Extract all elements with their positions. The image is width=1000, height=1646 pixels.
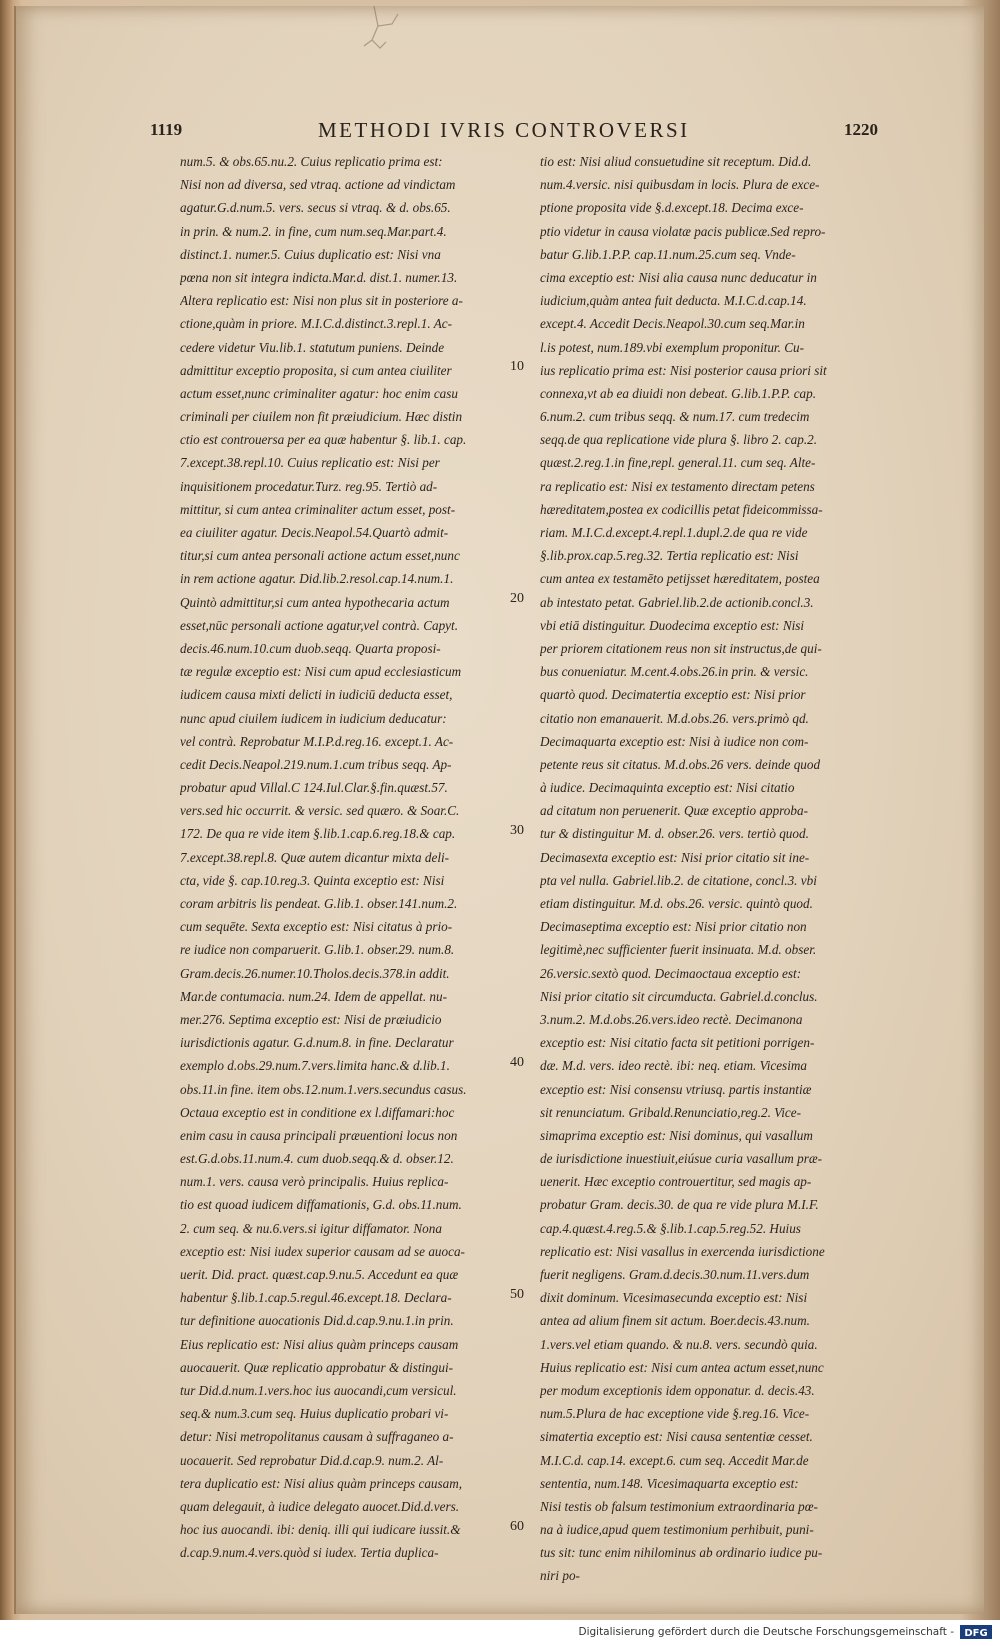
digitization-footer [0, 1620, 1000, 1646]
left-column-line: criminali per ciuilem non fit præiudicium. Hæc distin [180, 409, 463, 425]
right-column-line: quartò quod. Decimatertia exceptio est: Nisi prior [540, 687, 806, 703]
page-header [150, 120, 878, 144]
dfg-logo-icon [960, 1625, 992, 1639]
right-column-line: 26.versic.sextò quod. Decimaoctaua exceptio est: [540, 965, 802, 981]
left-column-line: tera duplicatio est: Nisi alius quàm princeps causam, [180, 1475, 463, 1491]
right-page-number: 1220 [844, 120, 878, 139]
left-column-line: tur Did.d.num.1.vers.hoc ius auocandi,cum versicul. [180, 1382, 457, 1398]
right-column-line: à iudice. Decimaquinta exceptio est: Nisi citatio [540, 780, 795, 796]
right-column-line: vbi etiā distinguitur. Duodecima exceptio est: Nisi [540, 617, 805, 633]
running-title: METHODI IVRIS CONTROVERSI [318, 118, 690, 142]
left-column-line: vel contrà. Reprobatur M.I.P.d.reg.16. except.1. Ac- [180, 733, 454, 749]
right-column-line: Decimasexta exceptio est: Nisi prior citatio sit ine- [540, 849, 810, 865]
right-column-line: cum antea ex testamēto petijsset hæreditatem, postea [540, 571, 820, 587]
right-column-line: M.I.C.d. cap.14. except.6. cum seq. Accedit Mar.de [540, 1452, 809, 1468]
left-column-line: est.G.d.obs.11.num.4. cum duob.seqq.& d. obser.12. [180, 1151, 454, 1167]
right-column-line: uenerit. Hæc exceptio controuertitur, sed magis ap- [540, 1174, 812, 1190]
right-column-line: num.5.Plura de hac exceptione vide §.reg.16. Vice- [540, 1406, 810, 1422]
right-column-line: fuerit negligens. Gram.d.decis.30.num.11.vers.dum [540, 1267, 810, 1282]
left-column-line: d.cap.9.num.4.vers.quòd si iudex. Tertia duplica- [180, 1545, 439, 1561]
right-column-line: citatio non emanauerit. M.d.obs.26. vers.primò qd. [540, 710, 809, 726]
right-column-line: quæst.2.reg.1.in fine,repl. general.11. cum seq. Alte- [540, 455, 816, 471]
right-column-line: sententia, num.148. Vicesimaquarta exceptio est: [540, 1475, 799, 1491]
left-column-line: coram arbitris lis pendeat. G.lib.1. obser.141.num.2. [180, 896, 458, 911]
right-column-line: riam. M.I.C.d.except.4.repl.1.dupl.2.de qua re vide [540, 525, 808, 540]
right-column-line: Nisi testis ob falsum testimonium extraordinaria pœ- [540, 1498, 818, 1514]
right-column-line: antea ad alium finem sit actum. Boer.decis.43.num. [540, 1313, 810, 1329]
right-column-line: §.lib.prox.cap.5.reg.32. Tertia replicatio est: Nisi [540, 548, 799, 564]
right-column-line: sit renunciatum. Gribald.Renunciatio,reg.2. Vice- [540, 1104, 802, 1120]
left-column-line: re iudice non comparuerit. G.lib.1. obser.29. num.8. [180, 942, 455, 958]
left-column-line: pœna non sit integra indicta.Mar.d. dist.1. numer.13. [180, 269, 458, 285]
left-column-line: probatur apud Villal.C 124.Iul.Clar.§.fin.quæst.57. [180, 780, 448, 796]
left-column-line: quam delegauit, à iudice delegato auocet.Did.d.vers. [180, 1498, 460, 1514]
left-column-line: 7.except.38.repl.8. Quæ autem dicantur mixta deli- [180, 849, 450, 865]
right-column-line: hæreditatem,postea ex codicillis petat fideicommissa- [540, 501, 823, 517]
right-column-line: probatur Gram. decis.30. de qua re vide plura M.I.F. [540, 1197, 819, 1213]
right-column-line: except.4. Accedit Decis.Neapol.30.cum seq.Mar.in [540, 316, 805, 332]
left-column-line: in prin. & num.2. in fine, cum num.seq.Mar.part.4. [180, 223, 447, 239]
right-column-line: per priorem citationem reus non sit instructus,de qui- [540, 640, 822, 656]
right-column-line: Decimaseptima exceptio est: Nisi prior citatio non [540, 919, 807, 935]
left-column-line: ctio est controuersa per ea quæ habentur §. lib.1. cap. [180, 432, 467, 448]
right-column-line: ad citatum non peruenerit. Quæ exceptio approba- [540, 803, 808, 819]
left-column-line: num.5. & obs.65.nu.2. Cuius replicatio prima est: [180, 154, 443, 169]
right-column-line: ab intestato petat. Gabriel.lib.2.de actionib.concl.3. [540, 594, 814, 610]
right-column-line: cima exceptio est: Nisi alia causa nunc deducatur in [540, 269, 817, 285]
right-column-line: petente reus sit citatus. M.d.obs.26 vers. deinde quod [540, 756, 821, 772]
right-column-line: ptione proposita vide §.d.except.18. Decima exce- [540, 200, 804, 216]
left-column-line: hoc ius auocandi. ibi: deniq. illi qui iudicare iussit.& [180, 1522, 461, 1538]
left-column-line: 2. cum seq. & nu.6.vers.si igitur diffamator. Nona [180, 1220, 442, 1236]
left-column-line: Gram.decis.26.numer.10.Tholos.decis.378.in addit. [180, 965, 450, 981]
left-column-line: ctione,quàm in priore. M.I.C.d.distinct.3.repl.1. Ac- [180, 316, 453, 332]
paper-crease-mark [334, 6, 454, 86]
line-number: 10 [510, 358, 524, 374]
left-column-line: vers.sed hic occurrit. & versic. sed quæro. & Soar.C. [180, 803, 460, 819]
right-column-line: cap.4.quæst.4.reg.5.& §.lib.1.cap.5.reg.52. Huius [540, 1220, 801, 1236]
right-column-line: pta vel nulla. Gabriel.lib.2. de citatione, concl.3. vbi [540, 872, 817, 888]
right-column-line: Decimaquarta exceptio est: Nisi à iudice non com- [540, 733, 809, 749]
right-column-line: 3.num.2. M.d.obs.26.vers.ideo rectè. Decimanona [540, 1011, 803, 1027]
right-column-line: 6.num.2. cum tribus seqq. & num.17. cum tredecim [540, 409, 810, 425]
left-column-line: uerit. Did. pract. quæst.cap.9.nu.5. Accedunt ea quæ [180, 1267, 459, 1282]
right-column-line: iudicium,quàm antea fuit deducta. M.I.C.d.cap.14. [540, 293, 807, 309]
right-column-line: num.4.versic. nisi quibusdam in locis. Plura de exce- [540, 177, 820, 193]
footer-credit: Digitalisierung gefördert durch die Deutsche Forschungsgemeinschaft - [578, 1626, 954, 1638]
left-column-line: mer.276. Septima exceptio est: Nisi de præiudicio [180, 1011, 442, 1027]
left-column-line: enim casu in causa principali præuentioni locus non [180, 1127, 458, 1143]
left-column-line: esset,nūc personali actione agatur,vel contrà. Capyt. [180, 617, 458, 633]
left-column-line: ea ciuiliter agatur. Decis.Neapol.54.Quartò admit- [180, 525, 449, 540]
left-column-line: nunc apud ciuilem iudicem in iudicium deducatur: [180, 710, 447, 726]
right-column-line: Huius replicatio est: Nisi cum antea actum esset,nunc [540, 1359, 824, 1375]
left-column-line: decis.46.num.10.cum duob.seqq. Quarta proposi- [180, 640, 441, 656]
right-text-column [540, 150, 875, 1588]
left-column-line: num.1. vers. causa verò principalis. Huius replica- [180, 1174, 449, 1190]
right-column-line: tio est: Nisi aliud consuetudine sit receptum. Did.d. [540, 154, 812, 169]
right-column-line: de iurisdictione inuestiuit,eiúsue curia vasallum præ- [540, 1151, 823, 1167]
left-column-line: tæ regulæ exceptio est: Nisi cum apud ecclesiasticum [180, 664, 462, 680]
left-column-line: uocauerit. Sed reprobatur Did.d.cap.9. num.2. Al- [180, 1452, 444, 1468]
left-column-line: iudicem causa mixti delicti in iudiciū deducta esset, [180, 687, 453, 703]
right-column-line: exceptio est: Nisi citatio facta sit petitioni porrigen- [540, 1035, 815, 1051]
left-column-line: mittitur, si cum antea criminaliter actum esset, post- [180, 501, 456, 517]
right-column-line: bus conueniatur. M.cent.4.obs.26.in prin. & versic. [540, 664, 809, 680]
line-number: 50 [510, 1286, 524, 1302]
line-number: 30 [510, 822, 524, 838]
left-column-line: Eius replicatio est: Nisi alius quàm princeps causam [180, 1336, 459, 1352]
right-column-line: ra replicatio est: Nisi ex testamento directam petens [540, 478, 815, 494]
right-column-line: etiam distinguitur. M.d. obs.26. versic. quintò quod. [540, 896, 813, 911]
left-column-line: cta, vide §. cap.10.reg.3. Quinta exceptio est: Nisi [180, 872, 445, 888]
left-column-line: Nisi non ad diversa, sed vtraq. actione ad vindictam [180, 177, 456, 193]
right-column-line: na à iudice,apud quem testimonium perhibuit, puni- [540, 1522, 814, 1538]
left-column-line: Octaua exceptio est in conditione ex l.diffamari:hoc [180, 1104, 455, 1120]
left-page-number: 1119 [150, 120, 183, 139]
left-column-line: in rem actione agatur. Did.lib.2.resol.cap.14.num.1. [180, 571, 454, 587]
right-column-line: dixit dominum. Vicesimasecunda exceptio est: Nisi [540, 1290, 808, 1306]
left-column-line: 172. De qua re vide item §.lib.1.cap.6.reg.18.& cap. [180, 826, 456, 842]
left-column-line: Mar.de contumacia. num.24. Idem de appellat. nu- [180, 988, 447, 1004]
left-column-line: tio est quoad iudicem diffamationis, G.d. obs.11.num. [180, 1197, 462, 1213]
left-column-line: seq.& num.3.cum seq. Huius duplicatio probari vi- [180, 1406, 449, 1422]
right-column-line: simaprima exceptio est: Nisi dominus, qui vasallum [540, 1127, 813, 1143]
left-column-line: tur definitione auocationis Did.d.cap.9.nu.1.in prin. [180, 1313, 454, 1329]
left-column-line: cum sequēte. Sexta exceptio est: Nisi citatus à prio- [180, 919, 453, 935]
left-column-line: obs.11.in fine. item obs.12.num.1.vers.secundus casus. [180, 1081, 467, 1097]
right-column-line: dæ. M.d. vers. ideo rectè. ibi: neq. etiam. Vicesima [540, 1058, 807, 1074]
right-column-line: batur G.lib.1.P.P. cap.11.num.25.cum seq. Vnde- [540, 246, 796, 262]
right-column-line: niri po- [540, 1568, 580, 1584]
left-text-column [180, 150, 515, 1564]
left-column-line: titur,si cum antea personali actione actum esset,nunc [180, 548, 460, 564]
left-column-line: detur: Nisi metropolitanus causam à suffraganeo a- [180, 1429, 454, 1445]
left-column-line: actum esset,nunc criminaliter agatur: hoc enim casu [180, 385, 458, 401]
right-column-line: legitimè,nec sufficienter fuerit insinuata. M.d. obser. [540, 942, 817, 958]
left-column-line: exemplo d.obs.29.num.7.vers.limita hanc.& d.lib.1. [180, 1058, 450, 1074]
right-column-line: replicatio est: Nisi vasallus in exercenda iurisdictione [540, 1243, 825, 1259]
left-column-line: inquisitionem procedatur.Turz. reg.95. Tertiò ad- [180, 478, 438, 494]
right-column-line: connexa,vt ab ea diuidi non debeat. G.lib.1.P.P. cap. [540, 385, 817, 401]
left-column-line: distinct.1. numer.5. Cuius duplicatio est: Nisi vna [180, 246, 441, 262]
right-column-line: ius replicatio prima est: Nisi posterior causa priori sit [540, 362, 827, 378]
left-column-line: agatur.G.d.num.5. vers. secus si vtraq. & d. obs.65. [180, 200, 451, 216]
right-column-line: tur & distinguitur M. d. obser.26. vers. tertiò quod. [540, 826, 809, 842]
line-number: 40 [510, 1054, 524, 1070]
right-column-line: seqq.de qua replicatione vide plura §. libro 2. cap.2. [540, 432, 818, 448]
left-column-line: cedit Decis.Neapol.219.num.1.cum tribus seqq. Ap- [180, 756, 452, 772]
left-column-line: Quintò admittitur,si cum antea hypothecaria actum [180, 594, 450, 610]
left-column-line: auocauerit. Quæ replicatio approbatur & distingui- [180, 1359, 454, 1375]
line-number: 60 [510, 1518, 524, 1534]
left-column-line: 7.except.38.repl.10. Cuius replicatio est: Nisi per [180, 455, 440, 471]
right-column-line: per modum exceptionis idem opponatur. d. decis.43. [540, 1382, 815, 1398]
left-column-line: cedere videtur Viu.lib.1. statutum puniens. Deinde [180, 339, 445, 355]
right-column-line: exceptio est: Nisi consensu vtriusq. partis instantiæ [540, 1081, 812, 1097]
right-column-line: l.is potest, num.189.vbi exemplum proponitur. Cu- [540, 339, 804, 355]
right-column-line: simatertia exceptio est: Nisi causa sententiæ cesset. [540, 1429, 813, 1445]
line-number: 20 [510, 590, 524, 606]
left-column-line: Altera replicatio est: Nisi non plus sit in posteriore a- [180, 293, 463, 309]
right-column-line: Nisi prior citatio sit circumducta. Gabriel.d.conclus. [540, 988, 818, 1004]
right-column-line: ptio videtur in causa violatæ pacis publicæ.Sed repro- [540, 223, 826, 239]
left-column-line: iurisdictionis agatur. G.d.num.8. in fine. Declaratur [180, 1035, 454, 1051]
svg-text:DFG: DFG [964, 1628, 988, 1639]
left-column-line: admittitur exceptio proposita, si cum antea ciuiliter [180, 362, 452, 378]
left-column-line: habentur §.lib.1.cap.5.regul.46.except.18. Declara- [180, 1290, 452, 1306]
left-column-line: exceptio est: Nisi iudex superior causam ad se auoca- [180, 1243, 465, 1259]
right-column-line: 1.vers.vel etiam quando. & nu.8. vers. secundò quia. [540, 1336, 818, 1352]
right-column-line: tus sit: tunc enim nihilominus ab ordinario iudice pu- [540, 1545, 823, 1561]
